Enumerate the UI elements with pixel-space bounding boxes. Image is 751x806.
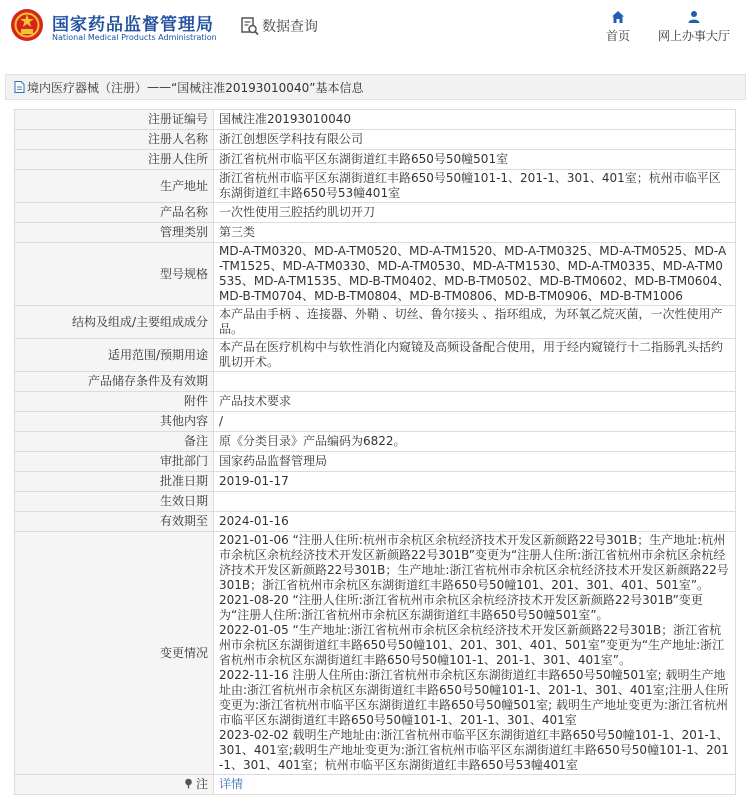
nav-home[interactable] bbox=[598, 10, 638, 44]
field-value: 第三类 bbox=[214, 223, 736, 243]
field-label: 附件 bbox=[15, 392, 214, 412]
device-info-table bbox=[14, 109, 736, 795]
table-row bbox=[15, 130, 736, 150]
table-row bbox=[15, 532, 736, 775]
field-label: 产品名称 bbox=[15, 203, 214, 223]
field-value: 一次性使用三腔括约肌切开刀 bbox=[214, 203, 736, 223]
site-title-english: National Medical Products Administration bbox=[52, 33, 217, 42]
breadcrumb bbox=[5, 74, 746, 100]
table-row bbox=[15, 372, 736, 392]
field-label: 审批部门 bbox=[15, 452, 214, 472]
note-label: 注 bbox=[195, 777, 208, 791]
document-icon bbox=[14, 81, 25, 93]
site-header bbox=[0, 0, 751, 62]
field-label: 生效日期 bbox=[15, 492, 214, 512]
field-value: 浙江创想医学科技有限公司 bbox=[214, 130, 736, 150]
table-row bbox=[15, 150, 736, 170]
field-value: MD-A-TM0320、MD-A-TM0520、MD-A-TM1520、MD-A-TM0325、MD-A-TM0525、MD-A-TM1525、MD-A-TM0330、MD-A-TM0530、MD-A-TM1530、MD-A-TM0335、MD-A-TM0535、MD-A-TM1535、MD-B-TM0402、MD-B-TM0502、MD-B-TM0602、MD-B-TM0604、MD-B-TM0704、MD-B-TM0804、MD-B-TM0806、MD-B-TM0906、MD-B-TM1006 bbox=[214, 243, 736, 306]
field-label: 结构及组成/主要组成成分 bbox=[15, 306, 214, 339]
data-query-label: 数据查询 bbox=[262, 19, 318, 35]
field-label: 管理类别 bbox=[15, 223, 214, 243]
field-label: 备注 bbox=[15, 432, 214, 452]
user-icon bbox=[687, 10, 701, 24]
breadcrumb-record: “国械注准20193010040” bbox=[171, 80, 316, 95]
field-value: 浙江省杭州市临平区东湖街道红丰路650号50幢501室 bbox=[214, 150, 736, 170]
breadcrumb-separator: —— bbox=[147, 80, 172, 94]
site-title[interactable]: 国家药品监督管理局 bbox=[52, 15, 214, 35]
document-search-icon bbox=[240, 16, 260, 36]
field-value: 产品技术要求 bbox=[214, 392, 736, 412]
field-label: 适用范围/预期用途 bbox=[15, 339, 214, 372]
table-row bbox=[15, 472, 736, 492]
field-value: 浙江省杭州市临平区东湖街道红丰路650号50幢101-1、201-1、301、401室；杭州市临平区东湖街道红丰路650号53幢401室 bbox=[214, 170, 736, 203]
field-label: 有效期至 bbox=[15, 512, 214, 532]
field-value: 本产品由手柄 、连接器、外鞘 、切丝、鲁尔接头 、指环组成，为环氧乙烷灭菌，一次性使用产品。 bbox=[214, 306, 736, 339]
field-value: 本产品在医疗机构中与软性消化内窥镜及高频设备配合使用，用于经内窥镜行十二指肠乳头括约肌切开术。 bbox=[214, 339, 736, 372]
field-label: 型号规格 bbox=[15, 243, 214, 306]
field-value: 2019-01-17 bbox=[214, 472, 736, 492]
field-value bbox=[214, 372, 736, 392]
nav-online-service-label: 网上办事大厅 bbox=[657, 29, 730, 43]
field-label: 生产地址 bbox=[15, 170, 214, 203]
table-row bbox=[15, 203, 736, 223]
data-query-link[interactable] bbox=[240, 14, 318, 38]
table-row bbox=[15, 306, 736, 339]
field-value: 国械注准20193010040 bbox=[214, 110, 736, 130]
table-row bbox=[15, 392, 736, 412]
change-history-value: 2021-01-06 “注册人住所:杭州市余杭区余杭经济技术开发区新颜路22号301B；生产地址:杭州市余杭区余杭经济技术开发区新颜路22号301B”变更为“注册人住所:浙江省杭州市余杭区余杭经济技术开发区新颜路22号301B；生产地址:浙江省杭州市余杭区余杭经济技术开发区新颜路22号301B；浙江省杭州市余杭区东湖街道红丰路650号50幢101、201、301、401、501室”。 2021-08-20 “注册人住所:浙江省杭州市余杭区余杭经济技术开发区新颜路22号301B”变更为“注册人住所:浙江省杭州市余杭区东湖街道红丰路650号50幢501室”。 2022-01-05 “生产地址:浙江省杭州市余杭区余杭经济技术开发区新颜路22号301B；浙江省杭州市余杭区东湖街道红丰路650号50幢101、201、301、401、501室”变更为“生产地址:浙江省杭州市余杭区东湖街道红丰路650号50幢101-1、201-1、301、401室”。 2022-11-16 注册人住所由:浙江省杭州市余杭区东湖街道红丰路650号50幢501室; 载明生产地址由:浙江省杭州市余杭区东湖街道红丰路650号50幢101-1、201-1、301、401室;注册人住所变更为:浙江省杭州市临平区东湖街道红丰路650号50幢501室; 载明生产地址变更为:浙江省杭州市临平区东湖街道红丰路650号50幢101-1、201-1、301、401室 2023-02-02 载明生产地址由:浙江省杭州市临平区东湖街道红丰路650号50幢101-1、201-1、301、401室;载明生产地址变更为:浙江省杭州市临平区东湖街道红丰路650号50幢101-1、201-1、301、401室；杭州市临平区东湖街道红丰路650号53幢401室 bbox=[214, 532, 736, 775]
field-label: 批准日期 bbox=[15, 472, 214, 492]
field-label: 其他内容 bbox=[15, 412, 214, 432]
table-row bbox=[15, 110, 736, 130]
table-row bbox=[15, 243, 736, 306]
nav-online-service[interactable] bbox=[652, 10, 736, 44]
field-label: 变更情况 bbox=[15, 532, 214, 775]
table-row bbox=[15, 775, 736, 795]
breadcrumb-suffix: 基本信息 bbox=[315, 80, 364, 95]
note-label-cell bbox=[15, 775, 214, 795]
field-label: 注册人住所 bbox=[15, 150, 214, 170]
field-label: 注册人名称 bbox=[15, 130, 214, 150]
field-label: 产品储存条件及有效期 bbox=[15, 372, 214, 392]
table-row bbox=[15, 170, 736, 203]
note-icon bbox=[183, 778, 194, 789]
home-icon bbox=[611, 10, 625, 24]
table-row bbox=[15, 512, 736, 532]
details-link[interactable]: 详情 bbox=[219, 777, 244, 791]
field-value: 原《分类目录》产品编码为6822。 bbox=[214, 432, 736, 452]
note-value bbox=[214, 775, 736, 795]
field-label: 注册证编号 bbox=[15, 110, 214, 130]
table-row bbox=[15, 339, 736, 372]
field-value: / bbox=[214, 412, 736, 432]
field-value: 国家药品监督管理局 bbox=[214, 452, 736, 472]
table-row bbox=[15, 432, 736, 452]
breadcrumb-category[interactable]: 境内医疗器械（注册） bbox=[27, 80, 148, 95]
table-row bbox=[15, 223, 736, 243]
field-value bbox=[214, 492, 736, 512]
table-row bbox=[15, 492, 736, 512]
table-row bbox=[15, 412, 736, 432]
field-value: 2024-01-16 bbox=[214, 512, 736, 532]
table-row bbox=[15, 452, 736, 472]
nav-home-label: 首页 bbox=[605, 29, 630, 43]
national-emblem-icon[interactable] bbox=[10, 8, 44, 42]
